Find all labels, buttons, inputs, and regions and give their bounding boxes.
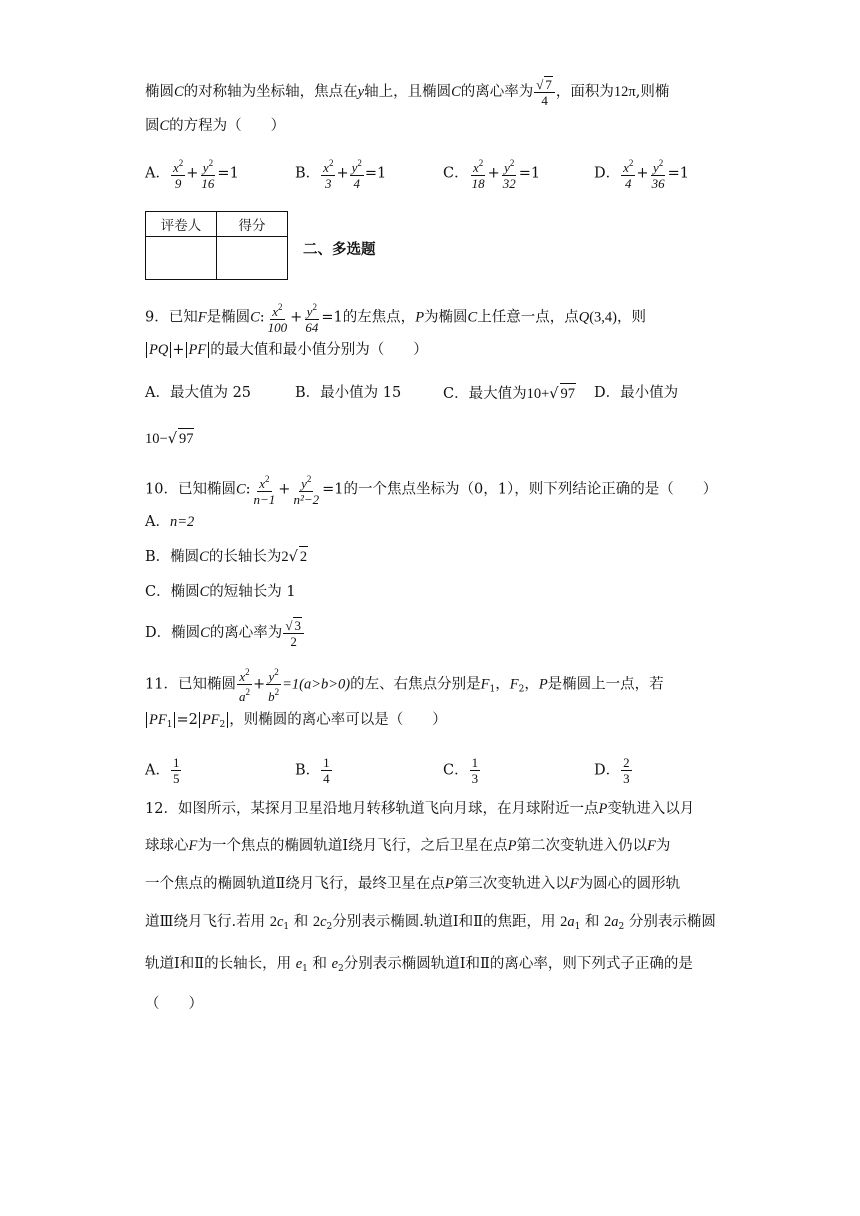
q8-option-a: A． $\frac{x^2}{9}$ + $\frac{y^2}{16}$ =1 [145, 158, 239, 191]
q12-line2: 球球心F为一个焦点的椭圆轨道Ⅰ绕月飞行，之后卫星在点P第二次变轨进入仍以F为 [145, 838, 671, 854]
q11-line1: 11．已知椭圆 $\frac{x^2}{a^2}$ + $\frac{y^2}{b^2}$ =1(a>b>0)的左、右焦点分别是$F_1$，$F_2$，P是椭圆上一点，若 [145, 667, 664, 704]
q12-line4: 道Ⅲ绕月飞行.若用 $2c_1$ 和 $2c_2$分别表示椭圆.轨道Ⅰ和Ⅱ的焦距，用 $2a_1$ 和 $2a_2$ 分别表示椭圆 [145, 914, 716, 932]
score-cell[interactable] [217, 237, 288, 280]
q11-option-c: C． $\frac{1}{3}$ [443, 755, 479, 786]
q8-option-c: C． $\frac{x^2}{18}$ + $\frac{y^2}{32}$ =1 [443, 158, 541, 191]
q9-option-d: D．最小值为 [594, 385, 679, 401]
q9-line2: PQ + PF 的最大值和最小值分别为（ ） [145, 340, 428, 360]
grader-header: 评卷人 [146, 212, 217, 237]
q11-line2: $PF_1 =2$ $PF_2$ ，则椭圆的离心率可以是（ ） [145, 710, 447, 735]
q9-line1: 9．已知F是椭圆C: $\frac{x^2}{100}$ + $\frac{y^2}{64}$ =1的左焦点，P为椭圆C上任意一点，点Q(3,4)，则 [145, 302, 646, 335]
q11-option-a: A． $\frac{1}{5}$ [145, 755, 180, 786]
q9-option-b: B．最小值为 15 [295, 385, 402, 401]
section-title: 二、多选题 [303, 241, 376, 258]
score-table [145, 211, 288, 280]
q12-line1: 12．如图所示，某探月卫星沿地月转移轨道飞向月球，在月球附近一点P变轨进入以月 [145, 801, 695, 817]
q12-line6: （ ） [145, 996, 203, 1012]
q12-line3: 一个焦点的椭圆轨道Ⅱ绕月飞行，最终卫星在点P第三次变轨进入以F为圆心的圆形轨 [145, 876, 681, 892]
q11-option-d: D． $\frac{2}{3}$ [594, 755, 630, 786]
q9-option-c: C．最大值为10+√ 97 [443, 383, 576, 404]
q8-line1: 椭圆C的对称轴为坐标轴，焦点在y轴上，且椭圆C的离心率为 $\frac{√ 7}{4}$ ，面积为12π,则椭 [145, 77, 670, 108]
ecc-fraction: $\frac{√ 7}{4}$ [534, 76, 555, 108]
q8-option-d: D． $\frac{x^2}{4}$ + $\frac{y^2}{36}$ =1 [594, 158, 689, 191]
q8-option-b: B． $\frac{x^2}{3}$ + $\frac{y^2}{4}$ =1 [295, 158, 387, 191]
q8-line2: 圆C的方程为（ ） [145, 118, 286, 134]
q12-line5: 轨道Ⅰ和Ⅱ的长轴长，用 $e_1$ 和 $e_2$分别表示椭圆轨道Ⅰ和Ⅱ的离心率，则下列式子正确的是 [145, 956, 693, 974]
q11-option-b: B． $\frac{1}{4}$ [295, 755, 330, 786]
q10-option-d: D．椭圆C的离心率为 $\frac{√ 3}{2}$ [145, 617, 305, 649]
q10-option-c: C．椭圆C的短轴长为 1 [145, 584, 296, 600]
q9-option-a: A．最大值为 25 [145, 385, 252, 401]
q10-option-a: A．n=2 [145, 514, 195, 530]
q9-option-d-value: 10−√ 97 [145, 428, 194, 449]
score-header: 得分 [217, 212, 288, 237]
q10-option-b: B．椭圆C的长轴长为2√ 2 [145, 546, 308, 567]
q10-line1: 10．已知椭圆C: $\frac{x^2}{n-1}$ + $\frac{y^2}{\text{n²−2}}$ =1的一个焦点坐标为（0，1），则下列结论正确的是（ ） [145, 474, 718, 507]
grader-cell[interactable] [146, 237, 217, 280]
